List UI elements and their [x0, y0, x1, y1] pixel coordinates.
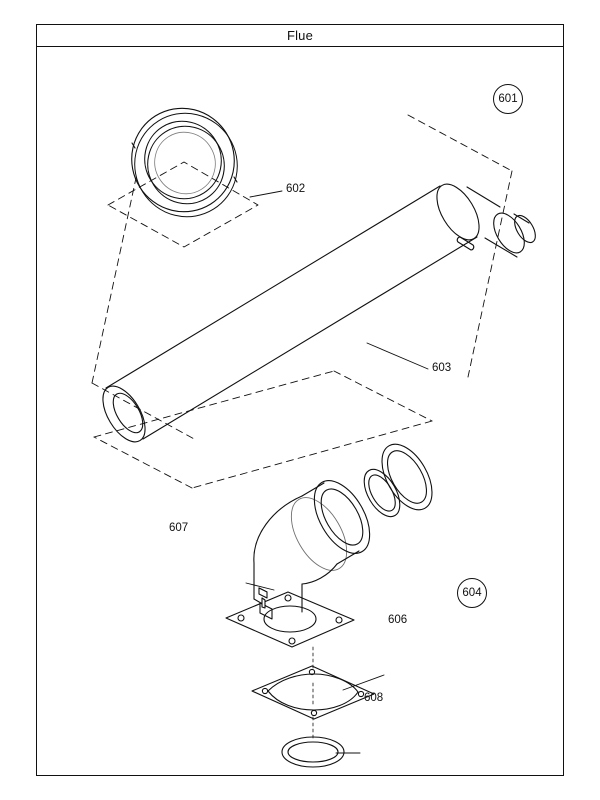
callout-608: 608 — [364, 692, 384, 704]
drawing-area — [36, 47, 564, 776]
balloon-604: 604 — [457, 578, 487, 608]
part-604-elbow-assembly — [226, 436, 442, 647]
dashed-locator-box-pipe — [88, 114, 512, 484]
part-608-o-ring — [282, 737, 344, 767]
balloon-601: 601 — [493, 84, 523, 114]
callout-606: 606 — [388, 614, 408, 626]
part-606-square-gasket — [252, 666, 374, 719]
callout-603: 603 — [432, 362, 452, 374]
technical-drawing — [36, 47, 564, 776]
page-title: Flue — [286, 27, 314, 43]
callout-602: 602 — [286, 183, 306, 195]
title-bar — [36, 24, 564, 47]
callout-607: 607 — [169, 522, 189, 534]
leader-lines — [246, 191, 428, 753]
